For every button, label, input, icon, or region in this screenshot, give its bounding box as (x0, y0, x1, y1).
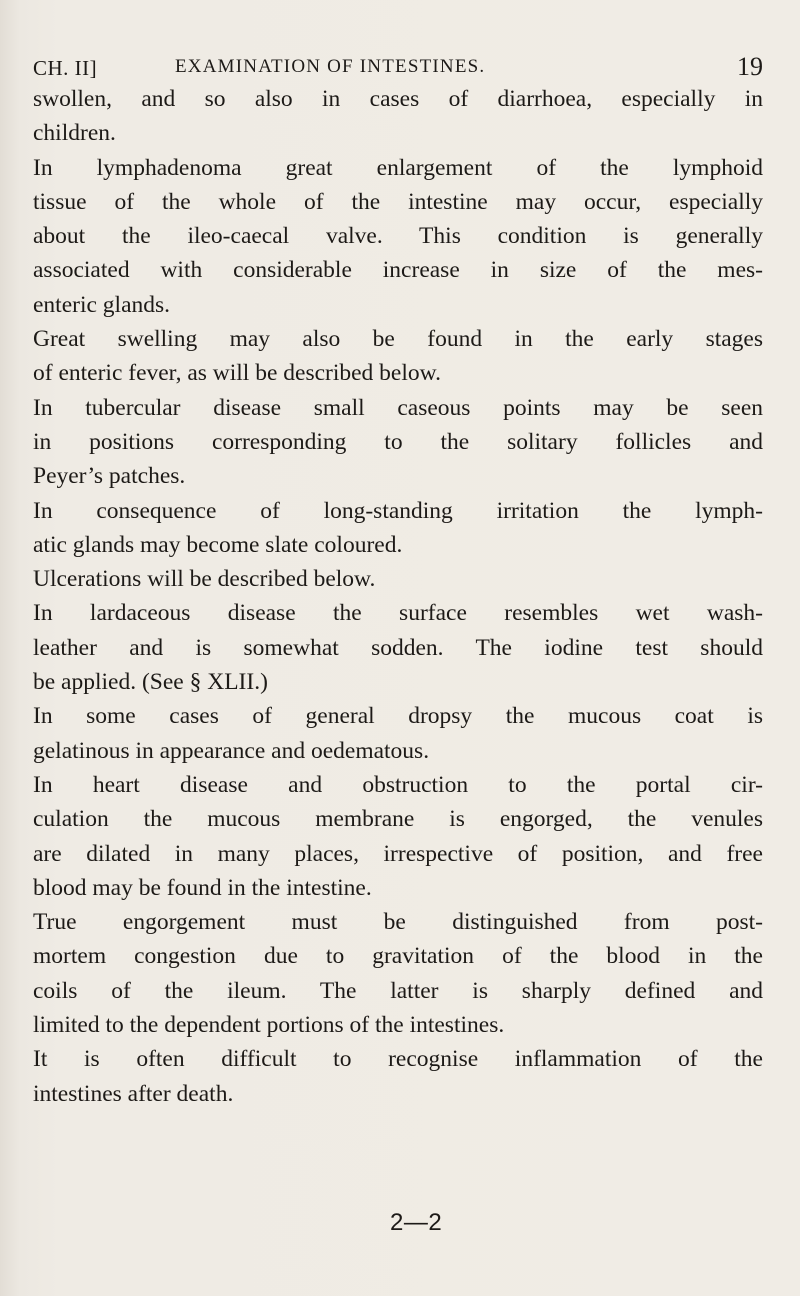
running-header (33, 52, 763, 86)
text-line: Great swelling may also be found in the early stages (33, 326, 763, 353)
text-line: In consequence of long-standing irritation the lymph- (33, 497, 763, 524)
text-line: gelatinous in appearance and oedematous. (33, 737, 430, 764)
text-line: tissue of the whole of the intestine may occur, especially (33, 188, 763, 215)
text-line: Ulcerations will be described below. (33, 566, 376, 593)
text-line: in positions corresponding to the solitary follicles and (33, 428, 763, 455)
chapter-label: CH. II] (33, 56, 98, 80)
text-line: In lymphadenoma great enlargement of the lymphoid (33, 154, 763, 181)
text-line: are dilated in many places, irrespective of position, and free (33, 840, 763, 867)
signature-mark: 2—2 (390, 1209, 443, 1236)
text-line: culation the mucous membrane is engorged, the venules (33, 806, 763, 833)
text-line: It is often difficult to recognise inflammation of the (33, 1046, 763, 1073)
text-line: limited to the dependent portions of the intestines. (33, 1012, 505, 1039)
text-line: leather and is somewhat sodden. The iodine test should (33, 634, 763, 661)
running-title: EXAMINATION OF INTESTINES. (175, 56, 486, 77)
text-line: In lardaceous disease the surface resembles wet wash- (33, 600, 763, 627)
text-line: In tubercular disease small caseous points may be seen (33, 394, 763, 421)
text-line: mortem congestion due to gravitation of the blood in the (33, 943, 763, 970)
text-line: enteric glands. (33, 291, 171, 318)
text-line: about the ileo-caecal valve. This condition is generally (33, 223, 763, 250)
body-text (33, 82, 763, 1111)
page-number: 19 (737, 52, 763, 81)
text-line: swollen, and so also in cases of diarrhoea, especially in (33, 86, 763, 112)
text-line: intestines after death. (33, 1080, 234, 1107)
text-line: True engorgement must be distinguished from post- (33, 909, 763, 936)
text-line: Peyer’s patches. (33, 463, 186, 490)
text-line: of enteric fever, as will be described below. (33, 360, 441, 387)
text-line: atic glands may become slate coloured. (33, 531, 403, 558)
text-line: be applied. (See § XLII.) (33, 669, 268, 696)
text-line: In heart disease and obstruction to the portal cir- (33, 771, 763, 798)
text-line: blood may be found in the intestine. (33, 874, 372, 901)
text-line: In some cases of general dropsy the mucous coat is (33, 703, 763, 730)
text-line: associated with considerable increase in size of the mes- (33, 257, 763, 284)
text-line: children. (33, 120, 116, 147)
text-line: coils of the ileum. The latter is sharply defined and (33, 977, 763, 1004)
